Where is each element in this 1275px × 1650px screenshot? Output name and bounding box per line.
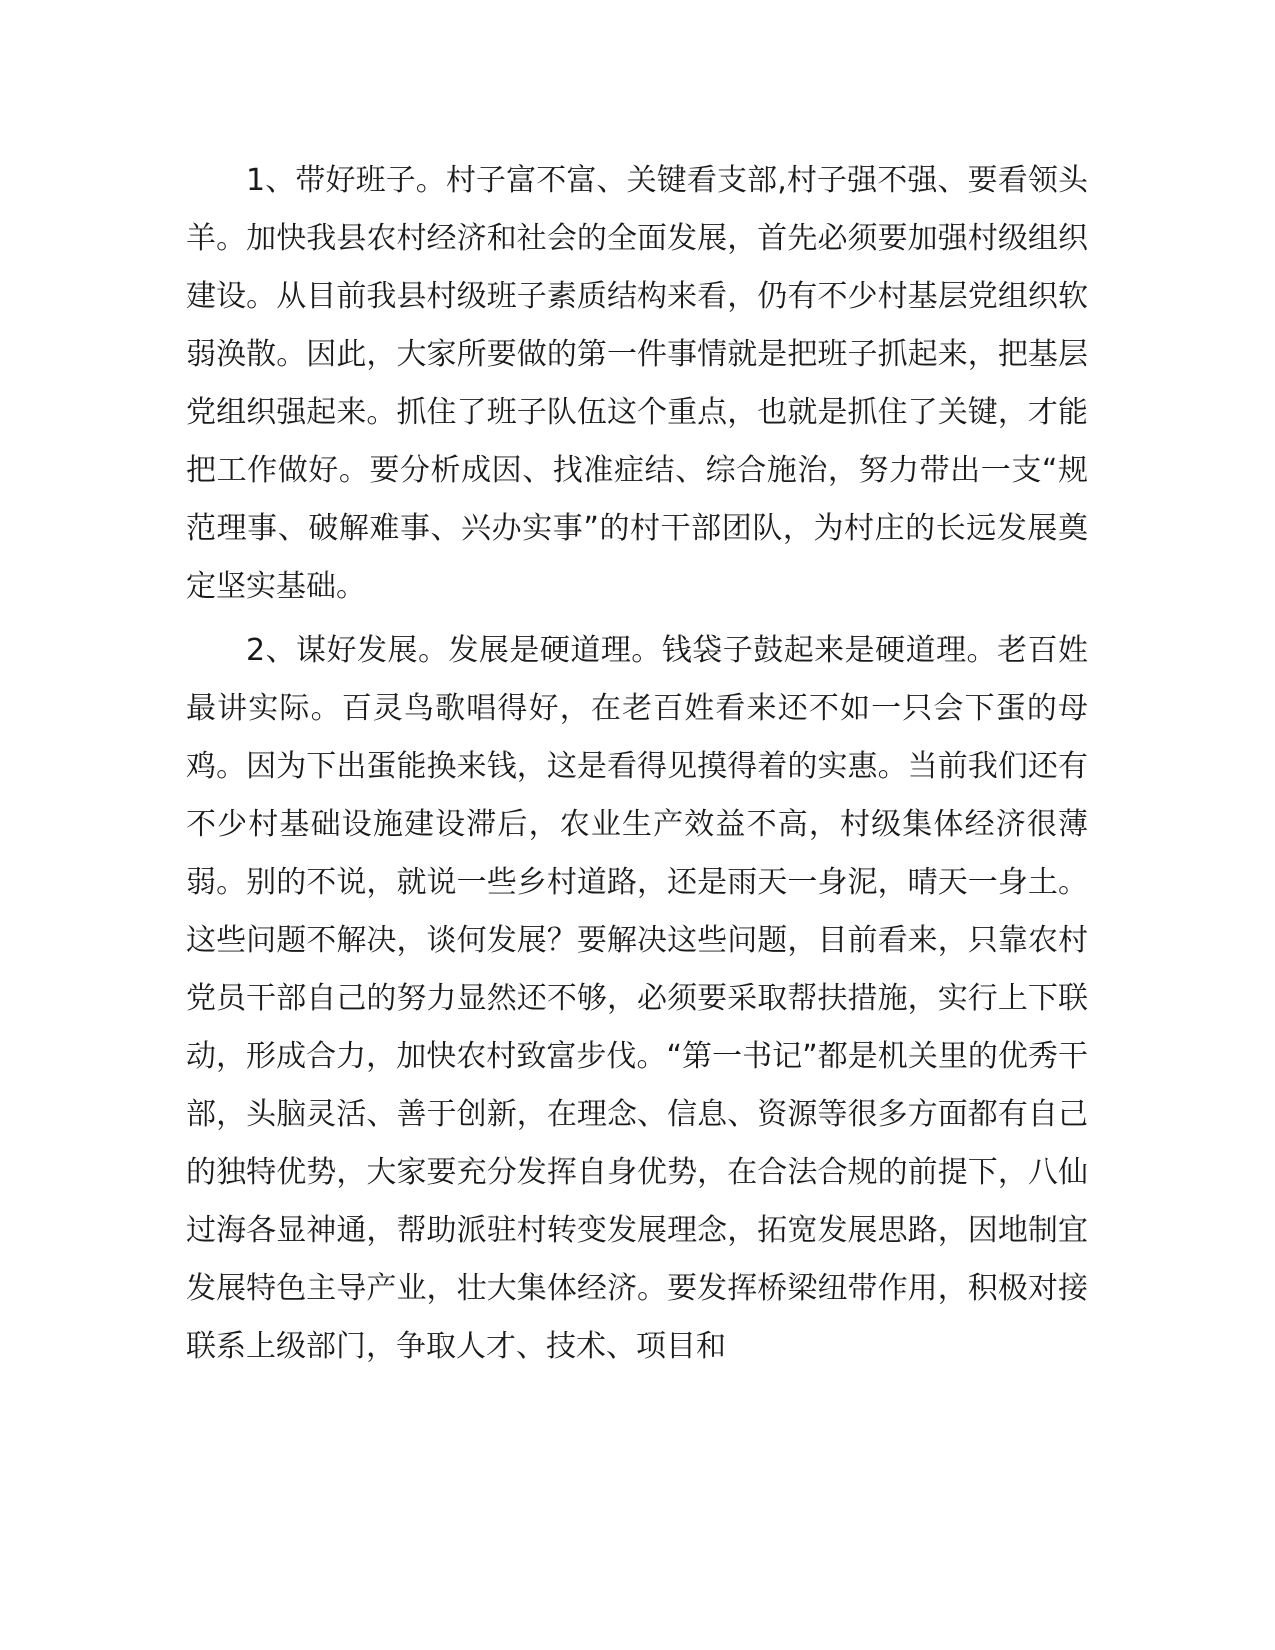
document-body <box>186 152 1088 1376</box>
paragraph-lead-team: 1、带好班子。村子富不富、关键看支部,村子强不强、要看领头羊。加快我县农村经济和社会的全面发展，首先必须要加强村级组织建设。从目前我县村级班子素质结构来看，仍有不少村基层党组织软弱涣散。因此，大家所要做的第一件事情就是把班子抓起来，把基层党组织强起来。抓住了班子队伍这个重点，也就是抓住了关键，才能把工作做好。要分析成因、找准症结、综合施治，努力带出一支“规范理事、破解难事、兴办实事”的村干部团队，为村庄的长远发展奠定坚实基础。 <box>186 163 1088 604</box>
paragraph-plan-development: 2、谋好发展。发展是硬道理。钱袋子鼓起来是硬道理。老百姓最讲实际。百灵鸟歌唱得好，在老百姓看来还不如一只会下蛋的母鸡。因为下出蛋能换来钱，这是看得见摸得着的实惠。当前我们还有不少村基础设施建设滞后，农业生产效益不高，村级集体经济很薄弱。别的不说，就说一些乡村道路，还是雨天一身泥，晴天一身土。这些问题不解决，谈何发展？要解决这些问题，目前看来，只靠农村党员干部自己的努力显然还不够，必须要采取帮扶措施，实行上下联动，形成合力，加快农村致富步伐。“第一书记”都是机关里的优秀干部，头脑灵活、善于创新，在理念、信息、资源等很多方面都有自己的独特优势，大家要充分发挥自身优势，在合法合规的前提下，八仙过海各显神通，帮助派驻村转变发展理念，拓宽发展思路，因地制宜发展特色主导产业，壮大集体经济。要发挥桥梁纽带作用，积极对接联系上级部门，争取人才、技术、项目和 <box>186 633 1088 1364</box>
